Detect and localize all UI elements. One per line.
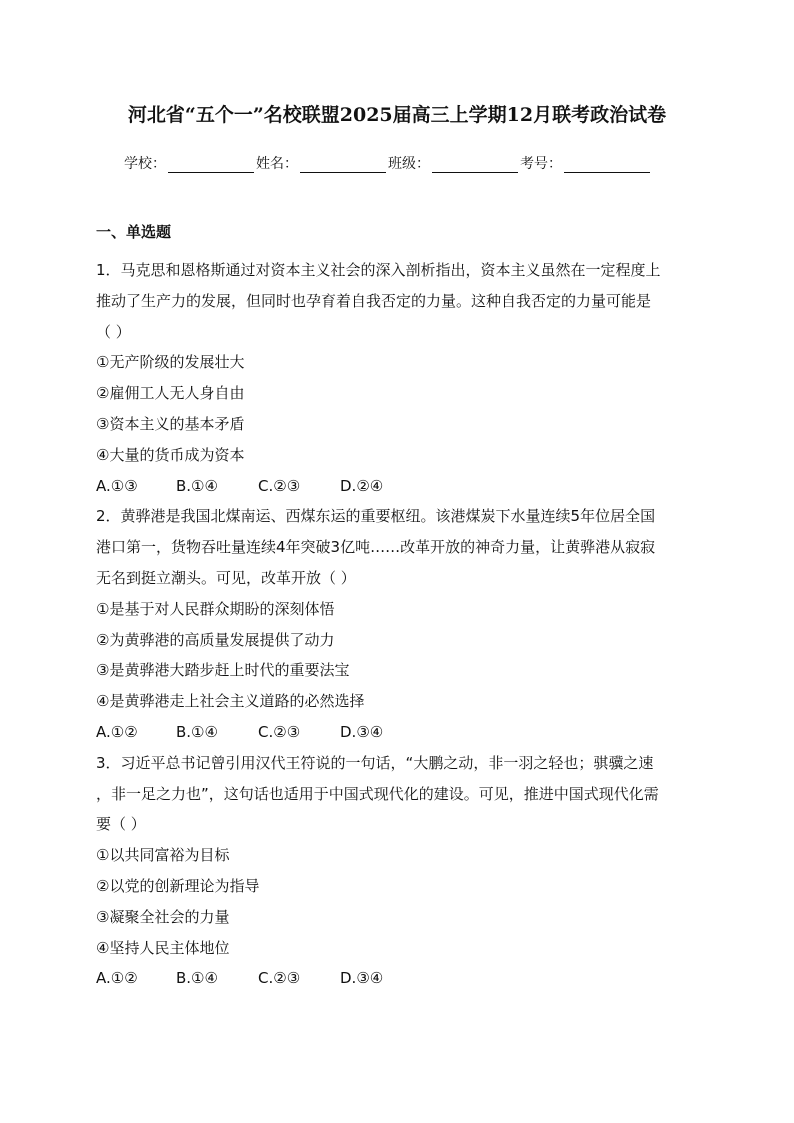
choice-d: D.②④ xyxy=(340,476,384,495)
answer-choices xyxy=(96,471,700,502)
question-stem: 港口第一，货物吞吐量连续4年突破3亿吨……改革开放的神奇力量，让黄骅港从寂寂 xyxy=(96,538,656,557)
name-label: 姓名： xyxy=(256,156,298,172)
question-stem: 要（ ） xyxy=(96,815,146,834)
statement-option: ①是基于对人民群众期盼的深刻体悟 xyxy=(96,599,335,618)
statement-option: ②为黄骅港的高质量发展提供了动力 xyxy=(96,630,335,649)
choice-b: B.①④ xyxy=(176,969,218,988)
choice-a: A.①③ xyxy=(96,476,138,495)
question-stem: （ ） xyxy=(96,322,131,341)
choice-a: A.①② xyxy=(96,969,138,988)
question-stem: 推动了生产力的发展，但同时也孕育着自我否定的力量。这种自我否定的力量可能是 xyxy=(96,291,652,310)
statement-option: ③资本主义的基本矛盾 xyxy=(96,414,245,433)
question-list xyxy=(96,255,700,994)
statement-option: ④坚持人民主体地位 xyxy=(96,938,230,957)
choice-b: B.①④ xyxy=(176,476,218,495)
answer-choices xyxy=(96,717,700,748)
choice-d: D.③④ xyxy=(340,969,384,988)
school-label: 学校： xyxy=(124,156,166,172)
choice-b: B.①④ xyxy=(176,722,218,741)
section-heading: 一、单选题 xyxy=(96,223,172,241)
name-blank xyxy=(300,156,386,173)
question-stem: 1．马克思和恩格斯通过对资本主义社会的深入剖析指出，资本主义虽然在一定程度上 xyxy=(96,261,661,279)
question-stem: 2．黄骅港是我国北煤南运、西煤东运的重要枢纽。该港煤炭下水量连续5年位居全国 xyxy=(96,507,656,526)
statement-option: ②以党的创新理论为指导 xyxy=(96,876,260,895)
school-field xyxy=(124,153,256,173)
question-2 xyxy=(96,501,700,747)
question-stem: ，非一足之力也”，这句话也适用于中国式现代化的建设。可见，推进中国式现代化需 xyxy=(96,784,659,803)
class-field xyxy=(388,153,520,173)
class-blank xyxy=(432,156,518,173)
choice-d: D.③④ xyxy=(340,722,384,741)
choice-c: C.②③ xyxy=(258,722,301,741)
statement-option: ②雇佣工人无人身自由 xyxy=(96,384,245,403)
exam-title: 河北省“五个一”名校联盟2025届高三上学期12月联考政治试卷 xyxy=(127,104,667,126)
name-field xyxy=(256,153,388,173)
choice-a: A.①② xyxy=(96,722,138,741)
statement-option: ④是黄骅港走上社会主义道路的必然选择 xyxy=(96,692,365,711)
exam-number-blank xyxy=(564,156,650,173)
choice-c: C.②③ xyxy=(258,476,301,495)
question-1 xyxy=(96,255,700,501)
exam-number-label: 考号： xyxy=(520,156,562,172)
statement-option: ④大量的货币成为资本 xyxy=(96,445,245,464)
statement-option: ①无产阶级的发展壮大 xyxy=(96,353,245,372)
statement-option: ①以共同富裕为目标 xyxy=(96,846,230,865)
question-stem: 无名到挺立潮头。可见，改革开放（ ） xyxy=(96,568,356,587)
class-label: 班级： xyxy=(388,156,430,172)
school-blank xyxy=(168,156,254,173)
statement-option: ③凝聚全社会的力量 xyxy=(96,907,230,926)
answer-choices xyxy=(96,963,700,994)
question-stem: 3．习近平总书记曾引用汉代王符说的一句话，“大鹏之动，非一羽之轻也；骐骥之速 xyxy=(96,753,654,772)
question-3 xyxy=(96,748,700,994)
choice-c: C.②③ xyxy=(258,969,301,988)
statement-option: ③是黄骅港大踏步赶上时代的重要法宝 xyxy=(96,661,350,680)
exam-number-field xyxy=(520,153,652,173)
student-info-row xyxy=(124,153,652,173)
